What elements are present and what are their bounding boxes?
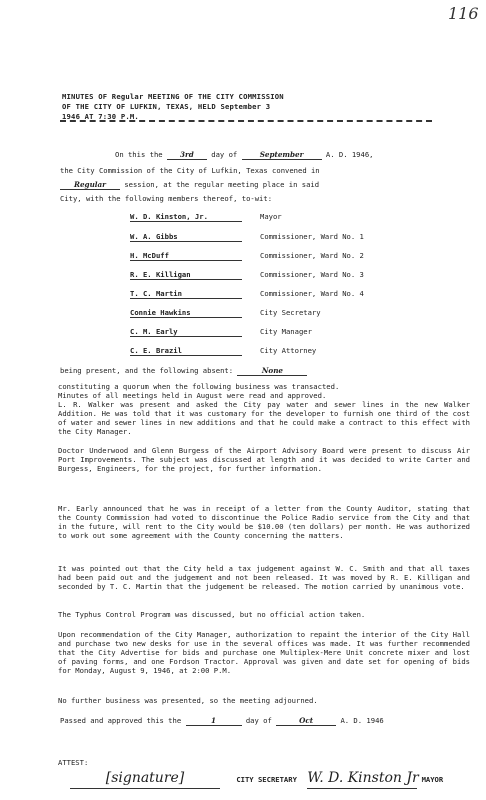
intro-day: 3rd xyxy=(167,150,207,160)
absent-line xyxy=(60,366,307,376)
header-line-3: 1946 AT 7:30 P.M. xyxy=(62,112,139,121)
member-title-3: Commissioner, Ward No. 2 xyxy=(260,251,364,260)
paragraph-walker: L. R. Walker was present and asked the City pay water and sewer lines in the new Walker Addition. He was told that it was customary for the developer to furnish one third of the cost of water and sewer lines in new additions and that he could make a contract to this effect with the City Manager. xyxy=(58,400,470,436)
member-name-2: W. A. Gibbs xyxy=(130,232,242,242)
member-name-1: W. D. Kinston, Jr. xyxy=(130,212,242,222)
paragraph-airport: Doctor Underwood and Glenn Burgess of the Airport Advisory Board were present to discuss Air Port Improvements. The subject was discussed at length and it was decided to write Carter and Burgess, Engineers, for the project, for further information. xyxy=(58,446,470,473)
member-title-6: City Secretary xyxy=(260,308,321,317)
member-title-8: City Attorney xyxy=(260,346,317,355)
member-title-7: City Manager xyxy=(260,327,312,336)
member-name-7: C. M. Early xyxy=(130,327,242,337)
paragraph-police-radio: Mr. Early announced that he was in receipt of a letter from the County Auditor, stating that the County Commission had voted to discontinue the Police Radio service from the City and that in the future, will rent to the City would be $10.00 (ten dollars) per month. He was authorized to work out some agreement with the County concerning the matters. xyxy=(58,504,470,540)
secretary-signature-block xyxy=(70,770,443,789)
intro-day-of: day of xyxy=(211,150,238,159)
header-line-1: MINUTES OF Regular MEETING OF THE CITY COMMISSION xyxy=(62,92,284,101)
secretary-signature: [signature] xyxy=(70,770,220,789)
intro-line-4: City, with the following members thereof, to-wit: xyxy=(60,194,273,203)
intro-session-type: Regular xyxy=(60,180,120,190)
intro-year: A. D. 1946, xyxy=(325,150,374,159)
intro-session-rest: session, at the regular meeting place in said xyxy=(124,180,320,189)
member-name-6: Connie Hawkins xyxy=(130,308,242,318)
member-title-5: Commissioner, Ward No. 4 xyxy=(260,289,364,298)
intro-line-3 xyxy=(60,180,319,190)
member-name-5: T. C. Martin xyxy=(130,289,242,299)
header-line-2: OF THE CITY OF LUFKIN, TEXAS, HELD September 3 xyxy=(62,102,271,111)
intro-line-2: the City Commission of the City of Lufkin, Texas convened in xyxy=(60,166,320,175)
secretary-label: CITY SECRETARY xyxy=(236,775,297,784)
member-title-4: Commissioner, Ward No. 3 xyxy=(260,270,364,279)
page-number: 116 xyxy=(448,4,479,23)
absent-value: None xyxy=(237,366,307,376)
intro-month: September xyxy=(242,150,322,160)
closing-year: A. D. 1946 xyxy=(340,716,384,725)
member-title-2: Commissioner, Ward No. 1 xyxy=(260,232,364,241)
closing-line xyxy=(60,716,384,726)
attest-label: ATTEST: xyxy=(58,758,89,767)
mayor-label: MAYOR xyxy=(421,775,444,784)
mayor-signature: W. D. Kinston Jr xyxy=(307,770,417,789)
paragraph-minutes: Minutes of all meetings held in August were read and approved. xyxy=(58,391,327,400)
member-name-3: H. McDuff xyxy=(130,251,242,261)
paragraph-typhus: The Typhus Control Program was discussed, but no official action taken. xyxy=(58,610,366,619)
closing-passed: Passed and approved this the xyxy=(60,716,182,725)
closing-month: Oct xyxy=(276,716,336,726)
member-name-4: R. E. Killigan xyxy=(130,270,242,280)
intro-line-1 xyxy=(115,150,374,160)
closing-day-of: day of xyxy=(245,716,272,725)
intro-on-this-the: On this the xyxy=(115,150,163,159)
paragraph-adjourned: No further business was presented, so the meeting adjourned. xyxy=(58,696,318,705)
closing-day: 1 xyxy=(186,716,242,726)
paragraph-tax-judgement: It was pointed out that the City held a tax judgement against W. C. Smith and that all taxes had been paid out and the judgement and not been released. It was moved by R. E. Killigan and seconded by T. C. Martin that the judgement be released. The motion carried by unanimous vote. xyxy=(58,564,470,591)
header-divider xyxy=(60,120,432,122)
member-title-1: Mayor xyxy=(260,212,282,221)
member-name-8: C. E. Brazil xyxy=(130,346,242,356)
paragraph-city-hall: Upon recommendation of the City Manager, authorization to repaint the interior of the City Hall and purchase two new desks for use in the several offices was made. It was further recommended that the City Advertise for bids and purchase one Multiplex-Mere Unit concrete mixer and lost of paving forms, and one Fordson Tractor. Approval was given and date set for opening of bids for Monday, August 9, 1946, at 2:00 P.M. xyxy=(58,630,470,675)
paragraph-quorum: constituting a quorum when the following business was transacted. xyxy=(58,382,340,391)
absent-label: being present, and the following absent: xyxy=(60,366,234,375)
